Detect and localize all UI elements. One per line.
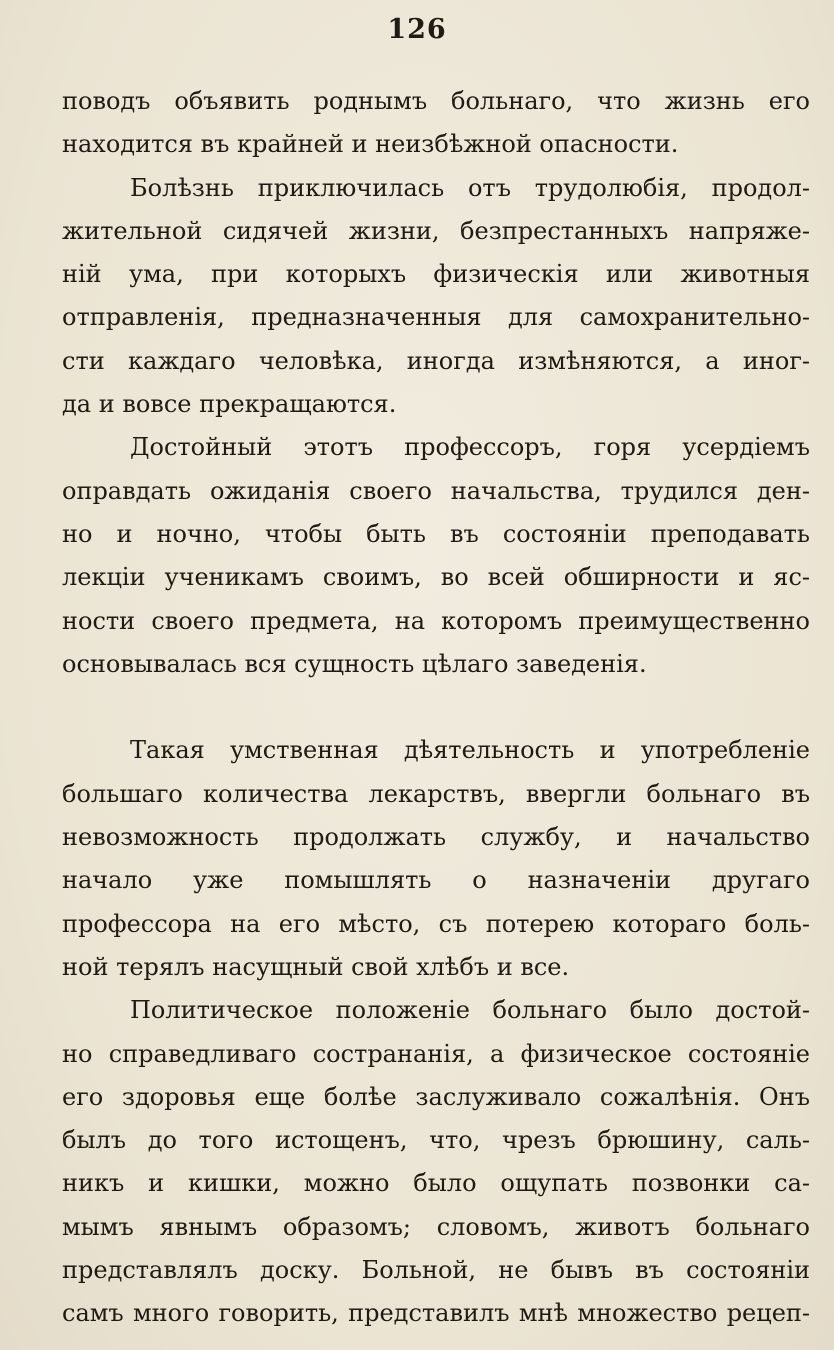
text-line: жительной сидячей жизни, безпрестанныхъ напряже-	[62, 216, 810, 245]
text-line: отправленія, предназначенныя для самохранительно-	[62, 303, 810, 332]
text-line: его здоровья еще болѣе заслуживало сожалѣнія. Онъ	[62, 1082, 810, 1111]
text-line: былъ до того истощенъ, что, чрезъ брюшину, саль-	[62, 1126, 810, 1155]
text-line: поводъ объявить роднымъ больнаго, что жизнь его	[62, 87, 810, 115]
paragraph-gap	[62, 686, 810, 729]
text-line: ной терялъ насущный свой хлѣбъ и все.	[62, 952, 570, 981]
text-line: ній ума, при которыхъ физическія или животныя	[62, 260, 810, 289]
text-line: самъ много говорить, представилъ мнѣ множество рецеп-	[62, 1299, 810, 1328]
text-line: ности своего предмета, на которомъ преимущественно	[62, 606, 810, 635]
text-line: представлялъ доску. Больной, не бывъ въ состояніи	[62, 1256, 810, 1285]
text-line: находится въ крайней и неизбѣжной опасности.	[62, 130, 679, 159]
text-line: профессора на его мѣсто, съ потерею котораго боль-	[62, 909, 810, 938]
text-line: оправдать ожиданія своего начальства, трудился ден-	[62, 476, 810, 505]
page-number: 126	[387, 14, 447, 45]
text-line: Политическое положеніе больнаго было достой-	[130, 996, 810, 1025]
text-line: лекціи ученикамъ своимъ, во всей обширности и яс-	[62, 563, 810, 592]
text-line: Достойный этотъ профессоръ, горя усердіемъ	[130, 433, 810, 462]
text-line: невозможность продолжать службу, и начальство	[62, 823, 810, 852]
text-line: никъ и кишки, можно было ощупать позвонки са-	[62, 1169, 810, 1198]
text-line: сти каждаго человѣка, иногда измѣняются, а иног-	[62, 346, 810, 375]
text-line: Такая умственная дѣятельность и употребленіе	[130, 736, 810, 765]
text-line: Болѣзнь приключилась отъ трудолюбія, продол-	[130, 173, 810, 202]
page-text	[62, 80, 810, 1336]
text-line: да и вовсе прекращаются.	[62, 390, 397, 419]
text-line: но справедливаго сострананія, а физическое состояніе	[62, 1039, 810, 1068]
text-line: основывалась вся сущность цѣлаго заведенія.	[62, 649, 647, 678]
text-line: большаго количества лекарствъ, ввергли больнаго въ	[62, 779, 810, 808]
text-line: мымъ явнымъ образомъ; словомъ, животъ больнаго	[62, 1212, 810, 1241]
text-line: начало уже помышлять о назначеніи другаго	[62, 866, 810, 895]
text-line: но и ночно, чтобы быть въ состояніи преподавать	[62, 519, 810, 548]
